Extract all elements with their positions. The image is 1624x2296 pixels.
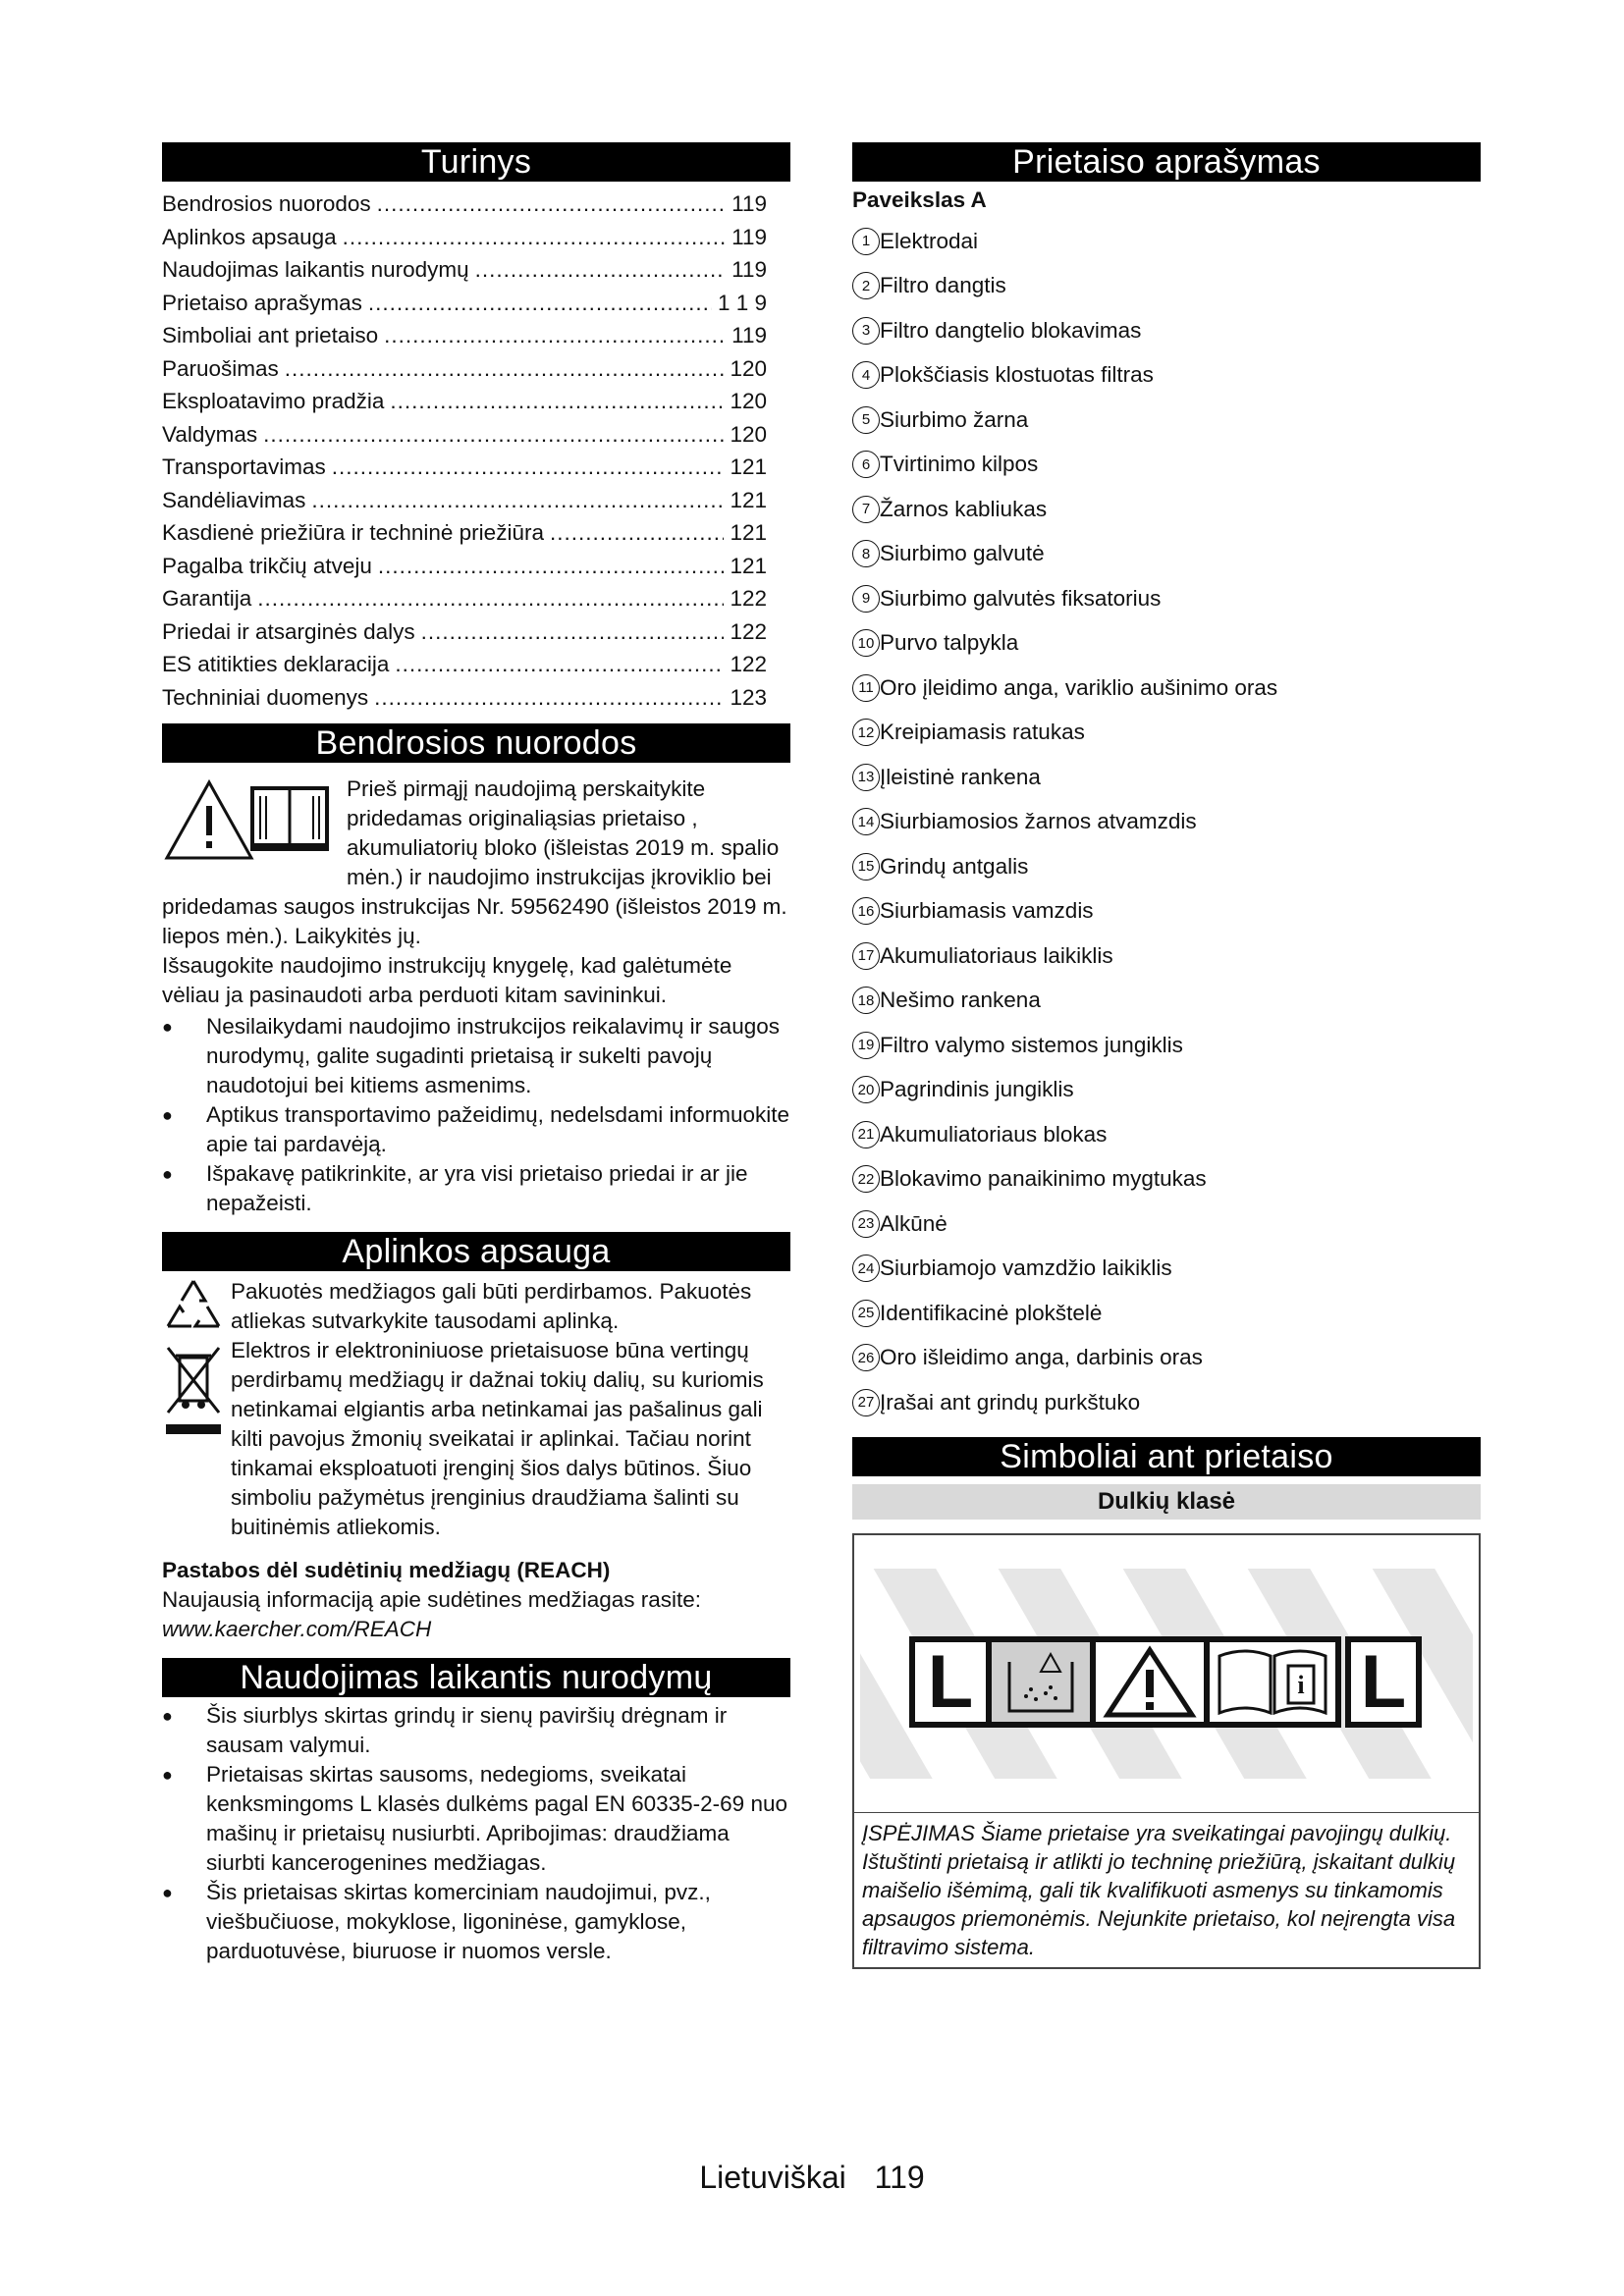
legend-item <box>852 487 1481 532</box>
toc-leader-dots <box>332 451 725 484</box>
packaging-text: Pakuotės medžiagos gali būti perdirbamos. Pakuotės atliekas sutvarkykite tausodami aplinką. <box>231 1279 752 1333</box>
list-item: ● Nesilaikydami naudojimo instrukcijos reikalavimų ir saugos nurodymų, galite sugadinti prietaisą ir sukelti pavojų naudotojui bei kitiems asmenims. <box>162 1012 790 1100</box>
legend-item-label: Kreipiamasis ratukas <box>880 720 1085 745</box>
toc-entry[interactable] <box>162 418 790 452</box>
legend-number-badge: 19 <box>852 1032 880 1059</box>
toc-entry[interactable] <box>162 451 790 484</box>
toc-leader-dots <box>263 418 724 452</box>
toc-entry-page: 123 <box>730 684 767 710</box>
toc-leader-dots <box>384 319 726 352</box>
legend-item-label: Filtro dangtelio blokavimas <box>880 317 1142 343</box>
legend-item <box>852 1201 1481 1247</box>
legend-number-badge: 8 <box>852 540 880 567</box>
toc-entry[interactable] <box>162 253 790 287</box>
environment-block <box>162 1277 790 1644</box>
toc-leader-dots <box>390 385 724 418</box>
toc-entry-page: 120 <box>730 389 767 413</box>
legend-number-badge: 6 <box>852 451 880 478</box>
legend-item <box>852 755 1481 800</box>
warning-manual-icons <box>162 774 339 865</box>
figure-label: Paveikslas A <box>852 187 987 212</box>
info-letter: i <box>1297 1670 1305 1699</box>
description-heading: Prietaiso aprašymas <box>852 142 1481 182</box>
dust-class-l-right: L <box>1351 1642 1416 1722</box>
legend-item-label: Siurbimo galvutė <box>880 541 1045 566</box>
toc-entry[interactable] <box>162 187 790 221</box>
legend-number-badge: 25 <box>852 1300 880 1327</box>
toc-entry[interactable] <box>162 385 790 418</box>
toc-entry[interactable] <box>162 516 790 550</box>
toc-entry[interactable] <box>162 681 790 715</box>
legend-item-label: Siurbimo žarna <box>880 406 1029 432</box>
legend-item-label: Siurbiamasis vamzdis <box>880 898 1094 924</box>
list-item: ● Išpakavę patikrinkite, ar yra visi prietaiso priedai ir ar jie nepažeisti. <box>162 1159 790 1218</box>
legend-number-badge: 11 <box>852 674 880 702</box>
legend-item <box>852 979 1481 1024</box>
legend-item <box>852 353 1481 399</box>
environment-heading: Aplinkos apsauga <box>162 1232 790 1271</box>
toc-entry[interactable] <box>162 319 790 352</box>
legend-number-badge: 24 <box>852 1255 880 1282</box>
legend-number-badge: 3 <box>852 317 880 345</box>
toc-entry-page: 120 <box>730 355 767 381</box>
legend-item <box>852 264 1481 309</box>
legend-number-badge: 5 <box>852 406 880 434</box>
legend-item-label: Siurbiamosios žarnos atvamzdis <box>880 809 1197 834</box>
toc-leader-dots <box>377 187 726 221</box>
toc-entry[interactable] <box>162 221 790 254</box>
legend-item <box>852 1068 1481 1113</box>
toc-entry-label: Naudojimas laikantis nurodymų <box>162 257 469 282</box>
toc-leader-dots <box>421 615 725 649</box>
toc-leader-dots <box>368 287 712 320</box>
toc-leader-dots <box>343 221 726 254</box>
list-item: ● Šis prietaisas skirtas komerciniam naudojimui, pvz., viešbučiuose, mokyklose, ligoninėse, gamyklose, parduotuvėse, biuruose ir nuomos versle. <box>162 1878 790 1966</box>
toc-entry-label: Eksploatavimo pradžia <box>162 389 385 413</box>
list-item: ● Aptikus transportavimo pažeidimų, nedelsdami informuokite apie tai pardavėją. <box>162 1100 790 1159</box>
legend-item-label: Žarnos kabliukas <box>880 496 1048 521</box>
toc-entry-label: Transportavimas <box>162 454 326 479</box>
toc-entry[interactable] <box>162 484 790 517</box>
legend-item <box>852 711 1481 756</box>
toc-entry-label: Sandėliavimas <box>162 487 306 512</box>
reach-url[interactable]: www.kaercher.com/REACH <box>162 1617 432 1641</box>
legend-number-badge: 18 <box>852 987 880 1014</box>
toc-leader-dots <box>311 484 724 517</box>
legend-item <box>852 934 1481 979</box>
general-intro-block <box>162 774 790 1218</box>
toc-entry-label: Pagalba trikčių atveju <box>162 553 372 578</box>
legend-item <box>852 443 1481 488</box>
legend-item <box>852 219 1481 264</box>
legend-item-label: Filtro valymo sistemos jungiklis <box>880 1032 1183 1057</box>
toc-entry-label: Kasdienė priežiūra ir techninė priežiūra <box>162 520 544 545</box>
legend-item-label: Plokščiasis klostuotas filtras <box>880 362 1154 388</box>
legend-number-badge: 13 <box>852 764 880 791</box>
legend-item-label: Filtro dangtis <box>880 273 1006 298</box>
manual-book-icon <box>1210 1642 1335 1722</box>
legend-item <box>852 1157 1481 1202</box>
warning-triangle-icon <box>1096 1642 1204 1722</box>
legend-item-label: Akumuliatoriaus laikiklis <box>880 942 1113 968</box>
legend-number-badge: 2 <box>852 272 880 299</box>
legend-item-label: Oro išleidimo anga, darbinis oras <box>880 1345 1203 1370</box>
legend-item <box>852 398 1481 443</box>
legend-number-badge: 4 <box>852 361 880 389</box>
legend-number-badge: 26 <box>852 1344 880 1371</box>
legend-number-badge: 23 <box>852 1210 880 1238</box>
legend-item <box>852 889 1481 934</box>
legend-item-label: Siurbimo galvutės fiksatorius <box>880 585 1162 611</box>
legend-item <box>852 666 1481 711</box>
symbols-heading: Simboliai ant prietaiso <box>852 1437 1481 1476</box>
toc-heading: Turinys <box>162 142 790 182</box>
legend-number-badge: 9 <box>852 585 880 613</box>
toc-leader-dots <box>374 681 724 715</box>
toc-entry[interactable] <box>162 550 790 583</box>
page-footer <box>0 2160 1624 2196</box>
legend-item <box>852 800 1481 845</box>
toc-entry-page: 122 <box>730 586 767 611</box>
toc-leader-dots <box>257 582 724 615</box>
toc-entry[interactable] <box>162 582 790 615</box>
legend-item <box>852 1336 1481 1381</box>
general-heading: Bendrosios nuorodos <box>162 723 790 763</box>
dust-class-l-left: L <box>915 1642 986 1722</box>
legend-item <box>852 1112 1481 1157</box>
legend-item-label: Alkūnė <box>880 1210 947 1236</box>
toc-entry-label: Bendrosios nuorodos <box>162 191 371 216</box>
toc-entry-page: 1 1 9 <box>717 290 767 315</box>
toc-entry-label: Techniniai duomenys <box>162 684 369 710</box>
legend-item <box>852 621 1481 667</box>
toc-entry-page: 119 <box>731 323 767 347</box>
toc-leader-dots <box>550 516 724 550</box>
toc-entry[interactable] <box>162 615 790 649</box>
list-item: ● Prietaisas skirtas sausoms, nedegioms, sveikatai kenksmingoms L klasės dulkėms pagal EN 60335-2-69 nuo mašinų ir prietaisų nusiurbti. Apribojimas: draudžiama siurbti kancerogenines medžiagas. <box>162 1760 790 1878</box>
legend-item <box>852 1291 1481 1336</box>
legend-item-label: Grindų antgalis <box>880 853 1029 879</box>
legend-item <box>852 532 1481 577</box>
legend-number-badge: 12 <box>852 719 880 746</box>
toc-entry-label: Prietaiso aprašymas <box>162 290 362 315</box>
toc-list <box>162 187 790 714</box>
legend-item <box>852 308 1481 353</box>
footer-page-number: 119 <box>874 2160 925 2195</box>
toc-entry-page: 121 <box>730 454 767 479</box>
toc-entry[interactable] <box>162 287 790 320</box>
legend-number-badge: 27 <box>852 1389 880 1416</box>
legend-item <box>852 1023 1481 1068</box>
legend-item <box>852 576 1481 621</box>
toc-entry[interactable] <box>162 352 790 386</box>
toc-leader-dots <box>285 352 725 386</box>
legend-number-badge: 22 <box>852 1165 880 1193</box>
toc-entry-label: Aplinkos apsauga <box>162 224 337 249</box>
legend-item-label: Oro įleidimo anga, variklio aušinimo oras <box>880 674 1278 700</box>
legend-number-badge: 15 <box>852 853 880 881</box>
reach-title: Pastabos dėl sudėtinių medžiagų (REACH) <box>162 1558 611 1582</box>
usage-bullets <box>162 1701 790 1966</box>
legend-item-label: Pagrindinis jungiklis <box>880 1077 1074 1102</box>
reach-text: Naujausią informaciją apie sudėtines medžiagas rasite: <box>162 1587 702 1612</box>
legend-item-label: Įrašai ant grindų purkštuko <box>880 1389 1141 1415</box>
legend-number-badge: 1 <box>852 228 880 255</box>
legend-item-label: Identifikacinė plokštelė <box>880 1300 1103 1325</box>
legend-item <box>852 1247 1481 1292</box>
manual-book-icon <box>250 784 329 853</box>
legend-number-badge: 10 <box>852 629 880 657</box>
legend-number-badge: 16 <box>852 897 880 925</box>
toc-entry-page: 122 <box>730 618 767 644</box>
toc-leader-dots <box>475 253 726 287</box>
usage-heading: Naudojimas laikantis nurodymų <box>162 1658 790 1697</box>
legend-item-label: Purvo talpykla <box>880 630 1019 656</box>
recycle-icon <box>162 1277 225 1336</box>
toc-entry-label: Paruošimas <box>162 355 279 381</box>
left-column <box>162 142 790 1966</box>
legend-number-badge: 14 <box>852 808 880 835</box>
parts-legend <box>852 219 1481 1425</box>
toc-leader-dots <box>395 648 724 681</box>
toc-entry-label: Valdymas <box>162 421 258 447</box>
toc-entry-label: Simboliai ant prietaiso <box>162 323 379 347</box>
toc-entry-page: 121 <box>730 553 767 578</box>
legend-item-label: Blokavimo panaikinimo mygtukas <box>880 1166 1207 1192</box>
general-bullets <box>162 1012 790 1218</box>
crossed-bin-icon <box>162 1344 225 1442</box>
legend-item-label: Tvirtinimo kilpos <box>880 452 1039 477</box>
legend-item-label: Nešimo rankena <box>880 988 1041 1013</box>
legend-item-label: Akumuliatoriaus blokas <box>880 1121 1108 1147</box>
toc-entry-label: ES atitikties deklaracija <box>162 652 390 676</box>
list-item: ● Šis siurblys skirtas grindų ir sienų paviršių drėgnam ir sausam valymui. <box>162 1701 790 1760</box>
legend-number-badge: 20 <box>852 1076 880 1103</box>
toc-entry[interactable] <box>162 648 790 681</box>
toc-entry-page: 119 <box>731 191 767 216</box>
right-column <box>852 142 1481 1969</box>
legend-item-label: Įleistinė rankena <box>880 764 1041 789</box>
dust-class-bar: Dulkių klasė <box>852 1484 1481 1520</box>
legend-item <box>852 844 1481 889</box>
legend-item-label: Elektrodai <box>880 228 979 253</box>
toc-leader-dots <box>378 550 725 583</box>
toc-entry-page: 122 <box>730 652 767 676</box>
legend-number-badge: 21 <box>852 1121 880 1148</box>
toc-entry-label: Garantija <box>162 586 252 611</box>
toc-entry-page: 121 <box>730 520 767 545</box>
electrical-text: Elektros ir elektroniniuose prietaisuose būna vertingų perdirbamų medžiagų ir dažnai tokių dalių, su kuriomis netinkamai elgiantis arba netinkamai jas pašalinus gali kilti pavojus žmonių sveikatai ir aplinkai. Tačiau norint tinkamai eksploatuoti įrenginį šios dalys būtinos. Šiuo simboliu pažymėtus įrenginius draudžiama šalinti su buitinėmis atliekomis. <box>231 1338 764 1539</box>
legend-number-badge: 7 <box>852 496 880 523</box>
dust-warning-text: ĮSPĖJIMAS Šiame prietaise yra sveikatingai pavojingų dulkių. Ištuštinti prietaisą ir atlikti jo techninę priežiūrą, įskaitant dulkių maišelio išėmimą, gali tik kvalifikuoti asmenys su tinkamomis apsaugos priemonėmis. Nejunkite prietaiso, kol neįrengta visa filtravimo sistema. <box>854 1812 1479 1967</box>
environment-icons <box>162 1277 231 1459</box>
dust-class-label <box>852 1533 1481 1969</box>
toc-entry-label: Priedai ir atsarginės dalys <box>162 618 415 644</box>
dust-container-icon <box>992 1642 1090 1722</box>
footer-language: Lietuviškai <box>699 2160 846 2195</box>
legend-item <box>852 1380 1481 1425</box>
toc-entry-page: 120 <box>730 421 767 447</box>
legend-item-label: Siurbiamojo vamzdžio laikiklis <box>880 1255 1172 1281</box>
toc-entry-page: 119 <box>731 224 767 249</box>
general-intro-text: Prieš pirmąjį naudojimą perskaitykite pridedamas originaliąsias prietaiso , akumuliatorių bloko (išleistas 2019 m. spalio mėn.) ir naudojimo instrukcijas įkroviklio bei pridedamas saugos instrukcijas Nr. 59562490 (išleistos 2019 m. liepos mėn.). Laikykitės jų. <box>162 776 787 948</box>
toc-entry-page: 121 <box>730 487 767 512</box>
general-keep-text: Išsaugokite naudojimo instrukcijų knygelę, kad galėtumėte vėliau ja pasinaudoti arba perduoti kitam savininkui. <box>162 953 732 1007</box>
toc-entry-page: 119 <box>731 257 767 282</box>
legend-number-badge: 17 <box>852 942 880 970</box>
